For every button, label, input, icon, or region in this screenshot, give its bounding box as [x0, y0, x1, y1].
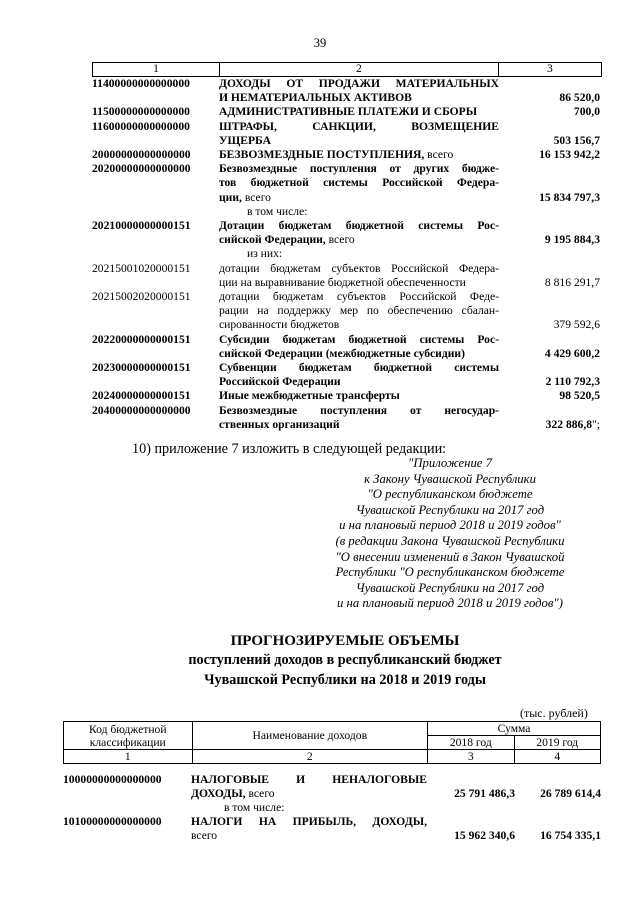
table-header — [92, 62, 602, 77]
table-row — [92, 219, 602, 247]
row-value: 15 834 797,3 — [539, 190, 600, 204]
table-row — [92, 290, 602, 333]
row-name: Субсидии бюджетам бюджетной системы Рос- сийской Федерации (межбюджетные субсидии) — [219, 332, 499, 360]
row-name: АДМИНИСТРАТИВНЫЕ ПЛАТЕЖИ И СБОРЫ — [219, 105, 478, 119]
row-name: БЕЗВОЗМЕЗДНЫЕ ПОСТУПЛЕНИЯ, всего — [219, 148, 454, 162]
table-row — [92, 361, 602, 389]
row-code: 20210000000000151 — [92, 219, 191, 233]
row-code: 20240000000000151 — [92, 389, 191, 403]
row-value-2018: 25 791 486,3 — [454, 787, 515, 800]
table-row — [92, 205, 602, 219]
row-code: 20200000000000000 — [92, 162, 191, 176]
table-row — [92, 247, 602, 261]
row-value: 379 592,6 — [553, 318, 600, 332]
row-name: Субвенции бюджетам бюджетной системы Российской Федерации — [219, 361, 499, 389]
col-name-header: Наименование доходов — [192, 722, 428, 750]
row-value: 700,0 — [573, 105, 600, 119]
col-num-1: 1 — [64, 750, 193, 764]
table-row — [92, 404, 602, 432]
col-3-header: 3 — [546, 62, 553, 75]
row-code: 20215002020000151 — [92, 290, 191, 304]
row-name: Иные межбюджетные трансферты — [219, 389, 400, 403]
row-value: 9 195 884,3 — [544, 233, 600, 247]
row-code: 20400000000000000 — [92, 403, 191, 417]
row-code: 20230000000000151 — [92, 361, 191, 375]
table-row — [63, 801, 601, 815]
table-row — [92, 77, 602, 105]
title-line-1: ПРОГНОЗИРУЕМЫЕ ОБЪЕМЫ — [230, 633, 460, 649]
row-value: 8 816 291,7 — [544, 275, 600, 289]
row-value: 86 520,0 — [559, 91, 600, 105]
row-name: дотации бюджетам субъектов Российской Федера- ции на выравнивание бюджетной обеспеченности — [219, 261, 499, 289]
row-code: 20220000000000151 — [92, 332, 191, 346]
row-name: НАЛОГИ НА ПРИБЫЛЬ, ДОХОДЫ, всего — [191, 815, 427, 842]
title-line-3: Чувашской Республики на 2018 и 2019 годы — [204, 672, 486, 688]
row-name: дотации бюджетам субъектов Российской Феде- рации на поддержку мер по обеспечению сбалан- сированности бюджетов — [219, 290, 499, 332]
revenue-table-bottom-header — [63, 721, 601, 764]
col-sum-header: Сумма — [428, 722, 601, 736]
row-name-suffix: всего — [427, 148, 454, 162]
row-value-2018: 15 962 340,6 — [454, 829, 515, 842]
col-2019-header: 2019 год — [514, 736, 600, 750]
table-row — [92, 389, 602, 403]
row-name: НАЛОГОВЫЕ И НЕНАЛОГОВЫЕ ДОХОДЫ, всего — [191, 773, 427, 800]
row-name: Дотации бюджетам бюджетной системы Рос- сийской Федерации, всего — [219, 219, 499, 247]
title-line-2: поступлений доходов в республиканский бюджет — [188, 652, 502, 668]
row-code — [63, 801, 191, 815]
row-value-2019: 26 789 614,4 — [540, 787, 601, 800]
table-row — [92, 333, 602, 361]
row-name: ШТРАФЫ, САНКЦИИ, ВОЗМЕЩЕНИЕ УЩЕРБА — [219, 119, 499, 147]
table-row — [92, 105, 602, 119]
col-num-3: 3 — [428, 750, 514, 764]
col-2018-header: 2018 год — [428, 736, 514, 750]
row-value: 16 153 942,2 — [539, 148, 600, 162]
col-num-4: 4 — [514, 750, 600, 764]
page-number: 39 — [313, 36, 327, 50]
col-num-2: 2 — [192, 750, 428, 764]
row-name: Безвозмездные поступления от других бюдже- тов бюджетной системы Российской Федера- ции, всего — [219, 162, 499, 204]
revenue-table-top — [92, 62, 602, 432]
row-name: в том числе: — [224, 801, 285, 814]
row-code: 20000000000000000 — [92, 148, 191, 162]
row-name: ДОХОДЫ ОТ ПРОДАЖИ МАТЕРИАЛЬНЫХ И НЕМАТЕРИАЛЬНЫХ АКТИВОВ — [219, 77, 499, 105]
table-row — [92, 120, 602, 148]
row-name: Безвозмездные поступления от негосудар- ственных организаций — [219, 403, 499, 431]
row-code: 10100000000000000 — [63, 815, 162, 828]
row-name: из них: — [247, 247, 283, 261]
row-value-2019: 16 754 335,1 — [540, 829, 601, 842]
table-row — [63, 815, 601, 843]
row-value: 322 886,8"; — [545, 417, 600, 431]
table-row — [92, 162, 602, 205]
row-value: 2 110 792,3 — [545, 375, 600, 389]
row-value: 503 156,7 — [553, 133, 600, 147]
unit-label: (тыс. рублей) — [520, 706, 588, 720]
paragraph-10: 10) приложение 7 изложить в следующей редакции: — [132, 441, 447, 457]
row-value: 4 429 600,2 — [544, 346, 600, 360]
row-code: 11400000000000000 — [92, 77, 190, 90]
row-name: в том числе: — [247, 204, 308, 218]
row-value: 98 520,5 — [559, 389, 600, 403]
row-code: 20215001020000151 — [92, 261, 191, 275]
col-code-header: Код бюджетной классификации — [64, 722, 193, 750]
col-2-header: 2 — [220, 63, 499, 76]
col-1-header: 1 — [93, 63, 220, 76]
row-code: 11600000000000000 — [92, 119, 190, 133]
appendix-reference: "Приложение 7 к Закону Чувашской Республики "О республиканском бюджете Чувашской Республики на 2017 год и на плановый период 2018 и 2019 годов" (в редакции Закона Чувашской Республики "О внесении изменений в Закон Чувашской Республики "О республиканском бюджете Чувашской Республики на 2017 год и на плановый период 2018 и 2019 годов") — [335, 456, 565, 611]
table-row — [63, 773, 601, 801]
row-code: 10000000000000000 — [63, 773, 162, 786]
document-title — [0, 632, 640, 690]
row-code: 11500000000000000 — [92, 105, 190, 119]
table-row — [92, 148, 602, 162]
table-row — [92, 262, 602, 290]
